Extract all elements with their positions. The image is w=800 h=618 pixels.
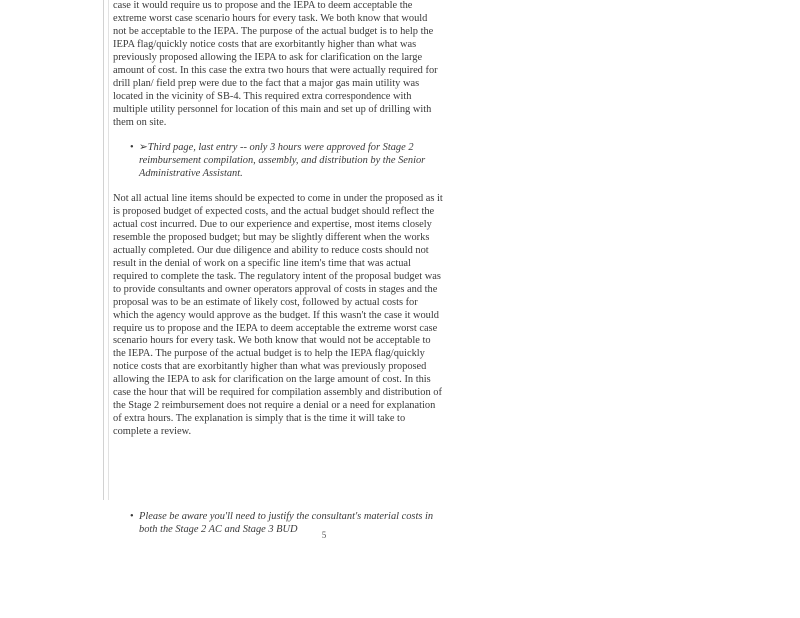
bullet-text: Third page, last entry -- only 3 hours were approved for Stage 2 reimbursement compilation, assembly, and distribution by the Senior Administrative Assistant.: [139, 142, 426, 179]
arrow-bullet-icon: ➢: [139, 142, 148, 153]
bullet-marker: •: [130, 510, 134, 522]
body-paragraph: [113, 193, 443, 439]
margin-bar: [103, 0, 109, 500]
bullet-item: [130, 511, 451, 537]
body-paragraph: [113, 0, 443, 130]
bullet-marker: •: [130, 142, 134, 153]
paragraph-text: Not all actual line items should be expected to come in under the proposed as it is proposed budget of expected costs, and the actual budget should reflect the actual cost incurred. Due to our experience and expertise, most items closely resemble the proposed budget; but may be slightly different when the works actually completed. Our due diligence and ability to reduce costs should not result in the denial of work on a specific line item's time that was actual required to complete the task. The regulatory intent of the proposal budget was to provide consultants and owner operators approval of costs in stages and the proposal was to be an estimate of likely cost, followed by actual costs for which the agency would approve as the budget. If this wasn't the case it would require us to propose and the IEPA to deem acceptable the extreme worst case scenario hours for every task. We both know that would not be acceptable to the IEPA. The purpose of the actual budget is to help the IEPA flag/quickly notice costs that are exorbitantly higher than what was previously proposed allowing the IEPA to ask for clarification on the large amount of cost. In this case the hour that will be required for compilation assembly and distribution of the Stage 2 reimbursement does not require a denial or a need for explanation of extra hours. The explanation is simply that is the time it will take to complete a review.: [113, 193, 443, 438]
bullet-item: [130, 142, 451, 181]
paragraph-text: case it would require us to propose and the IEPA to deem acceptable the extreme worst case scenario hours for every task. We both know that would not be acceptable to the IEPA. The purpose of the actual budget is to help the IEPA flag/quickly notice costs that are exorbitantly higher than what was previously proposed allowing the IEPA to ask for clarification on the large amount of cost. In this case the extra two hours that were actually required for drill plan/ field prep were due to the fact that a major gas main utility was located in the vicinity of SB-4. This required extra correspondence with multiple utility personnel for location of this main and set up of drilling with them on site.: [113, 0, 438, 128]
bullet-text: Please be aware you'll need to justify the consultant's material costs in both the Stage 2 AC and Stage 3 BUD: [139, 510, 434, 535]
page-number: 5: [321, 530, 327, 540]
